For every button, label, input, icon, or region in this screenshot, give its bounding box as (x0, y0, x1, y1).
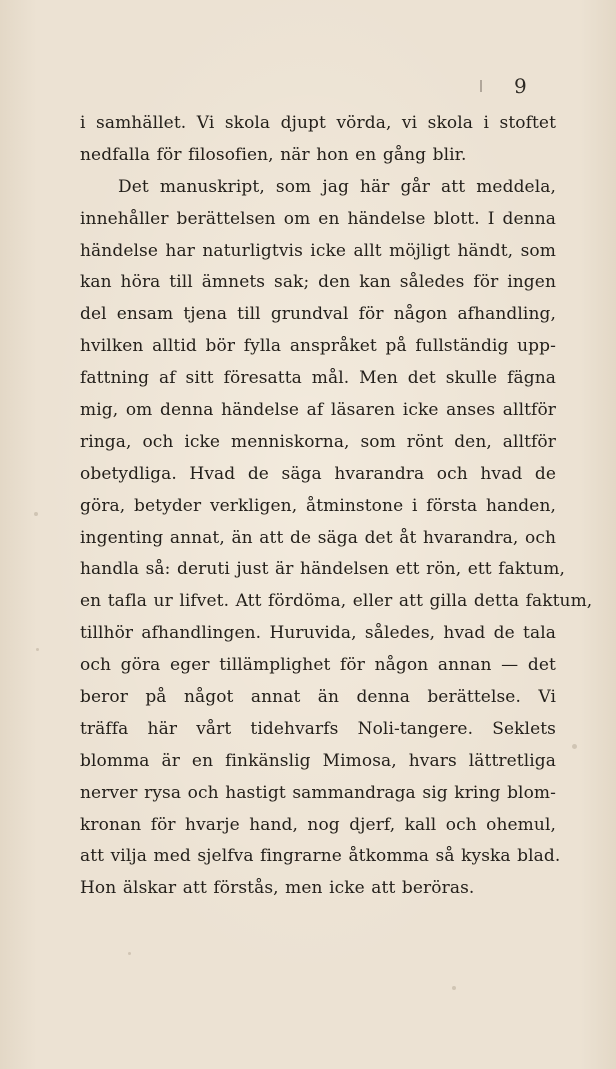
text-line: göra, betyder verkligen, åtminstone i första handen, (80, 495, 556, 516)
text-line: en tafla ur lifvet. Att fördöma, eller att gilla detta faktum, (80, 591, 593, 612)
text-line: kan höra till ämnets sak; den kan således för ingen (80, 272, 556, 293)
text-line: kronan för hvarje hand, nog djerf, kall och ohemul, (80, 814, 556, 835)
text-line: tillhör afhandlingen. Huruvida, således, hvad de tala (80, 623, 556, 644)
paper-speck (36, 648, 39, 651)
text-line: del ensam tjena till grundval för någon afhandling, (80, 304, 556, 325)
body-text (80, 108, 593, 905)
text-line: nerver rysa och hastigt sammandraga sig kring blom- (80, 782, 556, 803)
text-line: ringa, och icke menniskorna, som rönt den, alltför (80, 431, 556, 452)
text-line: hvilken alltid bör fylla anspråket på fullständig upp- (80, 336, 556, 357)
text-line: nedfalla för filosofien, när hon en gång blir. (80, 144, 467, 165)
text-line: Det manuskript, som jag här går att meddela, (118, 176, 556, 197)
margin-mark (480, 80, 482, 92)
text-line: träffa här vårt tidehvarfs Noli-tangere. Seklets (80, 718, 556, 739)
text-line: i samhället. Vi skola djupt vörda, vi skola i stoftet (80, 113, 556, 133)
text-line: handla så: deruti just är händelsen ett rön, ett faktum, (80, 559, 565, 580)
text-line: blomma är en finkänslig Mimosa, hvars lättretliga (80, 750, 556, 771)
text-line: och göra eger tillämplighet för någon annan — det (80, 655, 556, 676)
text-line: Hon älskar att förstås, men icke att beröras. (80, 878, 475, 899)
text-line: mig, om denna händelse af läsaren icke anses alltför (80, 400, 556, 421)
text-line: händelse har naturligtvis icke allt möjligt händt, som (80, 240, 556, 261)
paper-speck (34, 512, 38, 516)
page-number: 9 (514, 74, 527, 98)
text-line: fattning af sitt föresatta mål. Men det skulle fägna (80, 368, 556, 389)
text-line: ingenting annat, än att de säga det åt hvarandra, och (80, 527, 556, 548)
text-line: att vilja med sjelfva fingrarne åtkomma så kyska blad. (80, 846, 561, 867)
paper-speck (572, 744, 577, 749)
paper-speck (452, 986, 456, 990)
text-line: innehåller berättelsen om en händelse blott. I denna (80, 208, 556, 229)
text-line: obetydliga. Hvad de säga hvarandra och hvad de (80, 463, 556, 484)
text-line: beror på något annat än denna berättelse. Vi (80, 687, 556, 708)
paper-speck (128, 952, 131, 955)
